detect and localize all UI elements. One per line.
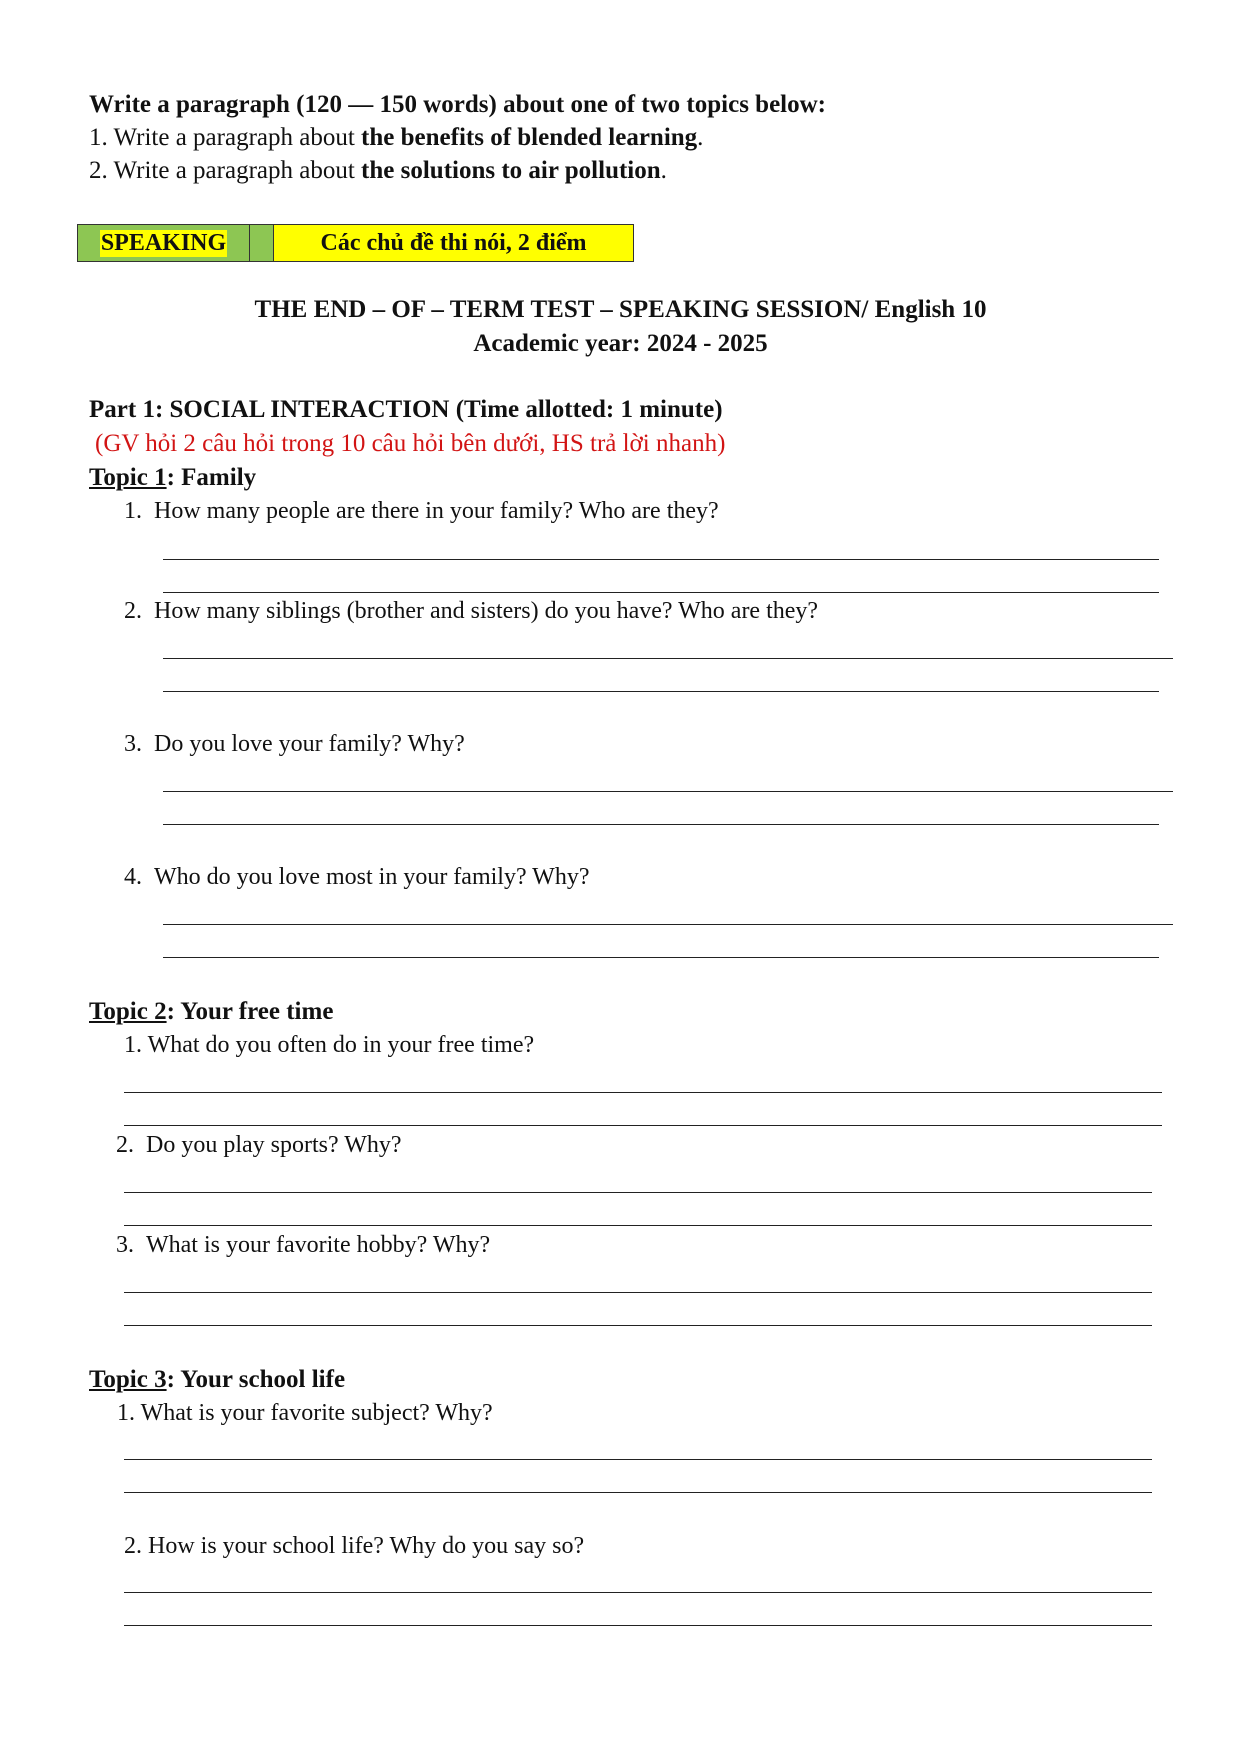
academic-year: Academic year: 2024 - 2025 xyxy=(473,330,768,357)
writing-heading: Write a paragraph (120 — 150 words) about one of two topics below: xyxy=(89,91,827,118)
part1-heading: Part 1: SOCIAL INTERACTION (Time allotted: 1 minute) xyxy=(89,396,723,423)
answer-line xyxy=(163,824,1159,825)
writing-topic-1: 1. Write a paragraph about the benefits of blended learning. xyxy=(89,124,704,151)
speaking-label: SPEAKING xyxy=(100,229,227,256)
answer-line xyxy=(163,592,1159,593)
answer-line xyxy=(124,1125,1162,1126)
answer-line xyxy=(124,1092,1162,1093)
answer-line xyxy=(124,1625,1152,1626)
answer-line xyxy=(124,1592,1152,1593)
answer-line xyxy=(124,1492,1152,1493)
topic3-question-1: 1. What is your favorite subject? Why? xyxy=(117,1400,493,1426)
topic1-heading: Topic 1: Family xyxy=(89,464,257,491)
topic1-question-2: 2. How many siblings (brother and sisters) do you have? Who are they? xyxy=(124,598,819,624)
part1-instruction: (GV hỏi 2 câu hỏi trong 10 câu hỏi bên dưới, HS trả lời nhanh) xyxy=(95,430,726,457)
test-title: THE END – OF – TERM TEST – SPEAKING SESSION/ English 10 xyxy=(254,296,987,323)
topic2-question-1: 1. What do you often do in your free time? xyxy=(124,1032,535,1058)
answer-line xyxy=(163,559,1159,560)
speaking-note: Các chủ đề thi nói, 2 điểm xyxy=(274,225,633,261)
topic1-question-3: 3. Do you love your family? Why? xyxy=(124,731,465,757)
answer-line xyxy=(163,691,1159,692)
topic2-heading: Topic 2: Your free time xyxy=(89,998,334,1025)
topic2-question-2: 2. Do you play sports? Why? xyxy=(116,1132,402,1158)
topic1-question-4: 4. Who do you love most in your family? Why? xyxy=(124,864,590,890)
speaking-spacer-cell xyxy=(250,225,274,261)
answer-line xyxy=(124,1459,1152,1460)
answer-line xyxy=(124,1325,1152,1326)
topic1-question-1: 1. How many people are there in your family? Who are they? xyxy=(124,498,719,524)
answer-line xyxy=(163,957,1159,958)
answer-line xyxy=(163,791,1173,792)
topic3-heading: Topic 3: Your school life xyxy=(89,1366,346,1393)
answer-line xyxy=(124,1225,1152,1226)
speaking-label-cell xyxy=(78,225,250,261)
topic2-question-3: 3. What is your favorite hobby? Why? xyxy=(116,1232,491,1258)
answer-line xyxy=(163,924,1173,925)
answer-line xyxy=(124,1292,1152,1293)
answer-line xyxy=(124,1192,1152,1193)
answer-line xyxy=(163,658,1173,659)
writing-topic-2: 2. Write a paragraph about the solutions to air pollution. xyxy=(89,157,667,184)
speaking-banner xyxy=(77,224,634,262)
topic3-question-2: 2. How is your school life? Why do you say so? xyxy=(124,1533,585,1559)
